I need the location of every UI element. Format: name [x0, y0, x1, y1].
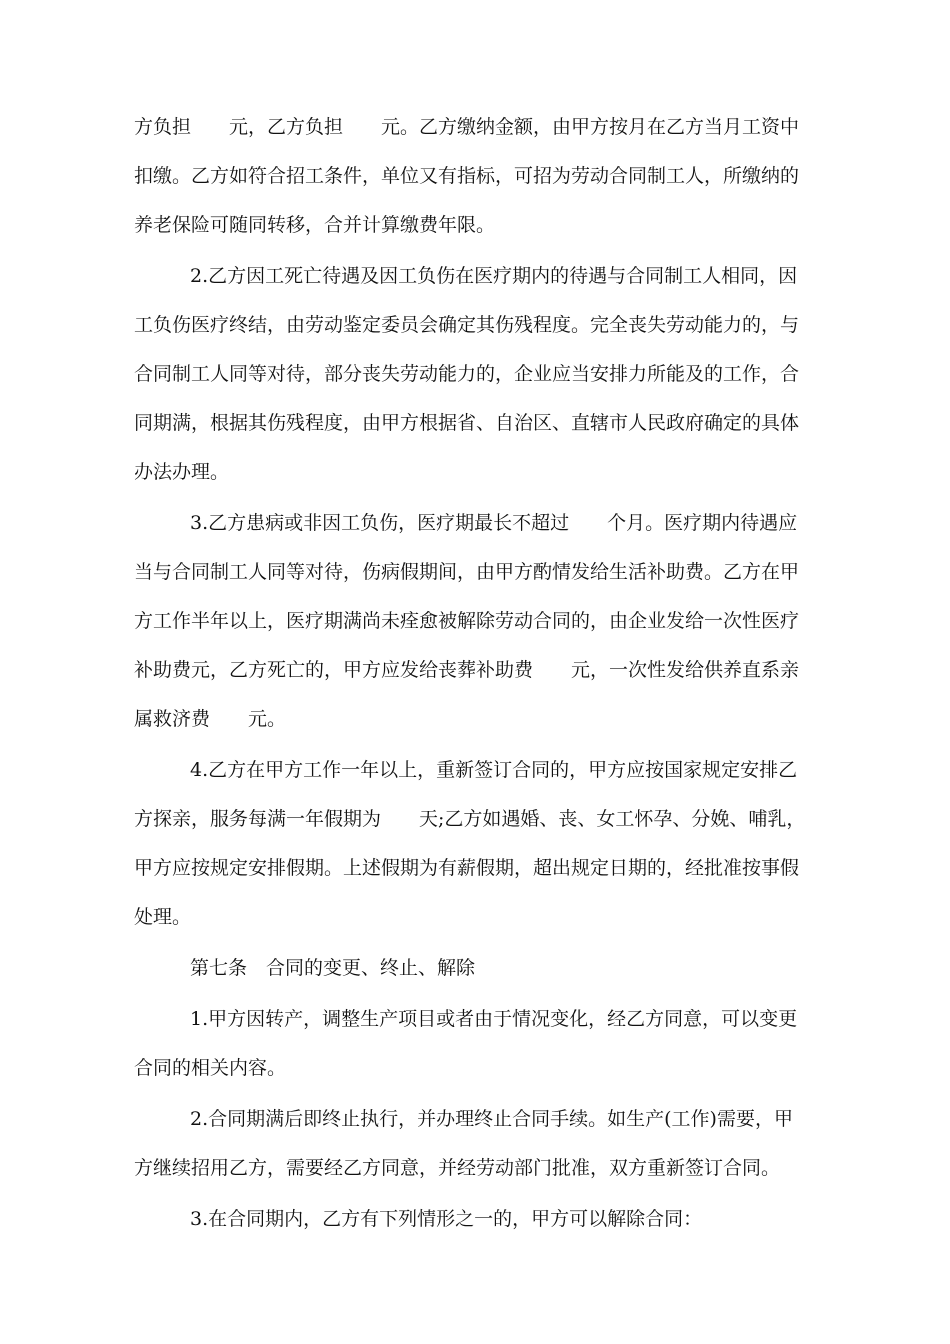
- text-line: 当与合同制工人同等对待，伤病假期间，由甲方酌情发给生活补助费。乙方在甲: [134, 561, 800, 583]
- text-line: 养老保险可随同转移，合并计算缴费年限。: [134, 214, 496, 236]
- text-line: 3.乙方患病或非因工负伤，医疗期最长不超过 个月。医疗期内待遇应: [190, 512, 798, 534]
- text-line: 办法办理。: [134, 461, 230, 483]
- text-line: 处理。: [134, 906, 192, 928]
- text-line: 3.在合同期内，乙方有下列情形之一的，甲方可以解除合同：: [190, 1208, 703, 1230]
- text-line: 合同制工人同等对待，部分丧失劳动能力的，企业应当安排力所能及的工作，合: [134, 363, 800, 385]
- section-heading: 第七条 合同的变更、终止、解除: [190, 957, 476, 979]
- text-line: 工负伤医疗终结，由劳动鉴定委员会确定其伤残程度。完全丧失劳动能力的，与: [134, 314, 800, 336]
- text-line: 同期满，根据其伤残程度，由甲方根据省、自治区、直辖市人民政府确定的具体: [134, 412, 800, 434]
- text-line: 4.乙方在甲方工作一年以上，重新签订合同的，甲方应按国家规定安排乙: [190, 759, 798, 781]
- text-line: 甲方应按规定安排假期。上述假期为有薪假期，超出规定日期的，经批准按事假: [134, 857, 800, 879]
- text-line: 2.乙方因工死亡待遇及因工负伤在医疗期内的待遇与合同制工人相同，因: [190, 265, 798, 287]
- text-line: 2.合同期满后即终止执行，并办理终止合同手续。如生产(工作)需要，甲: [190, 1108, 793, 1130]
- text-line: 方负担 元，乙方负担 元。乙方缴纳金额，由甲方按月在乙方当月工资中: [134, 116, 800, 138]
- text-line: 合同的相关内容。: [134, 1057, 287, 1079]
- text-line: 扣缴。乙方如符合招工条件，单位又有指标，可招为劳动合同制工人，所缴纳的: [134, 165, 800, 187]
- text-line: 方工作半年以上，医疗期满尚未痊愈被解除劳动合同的，由企业发给一次性医疗: [134, 610, 800, 632]
- text-line: 补助费元，乙方死亡的，甲方应发给丧葬补助费 元，一次性发给供养直系亲: [134, 659, 800, 681]
- text-line: 1.甲方因转产，调整生产项目或者由于情况变化，经乙方同意，可以变更: [190, 1008, 798, 1030]
- text-line: 方继续招用乙方，需要经乙方同意，并经劳动部门批准，双方重新签订合同。: [134, 1157, 781, 1179]
- text-line: 属救济费 元。: [134, 708, 287, 730]
- text-line: 方探亲，服务每满一年假期为 天;乙方如遇婚、丧、女工怀孕、分娩、哺乳，: [134, 808, 806, 830]
